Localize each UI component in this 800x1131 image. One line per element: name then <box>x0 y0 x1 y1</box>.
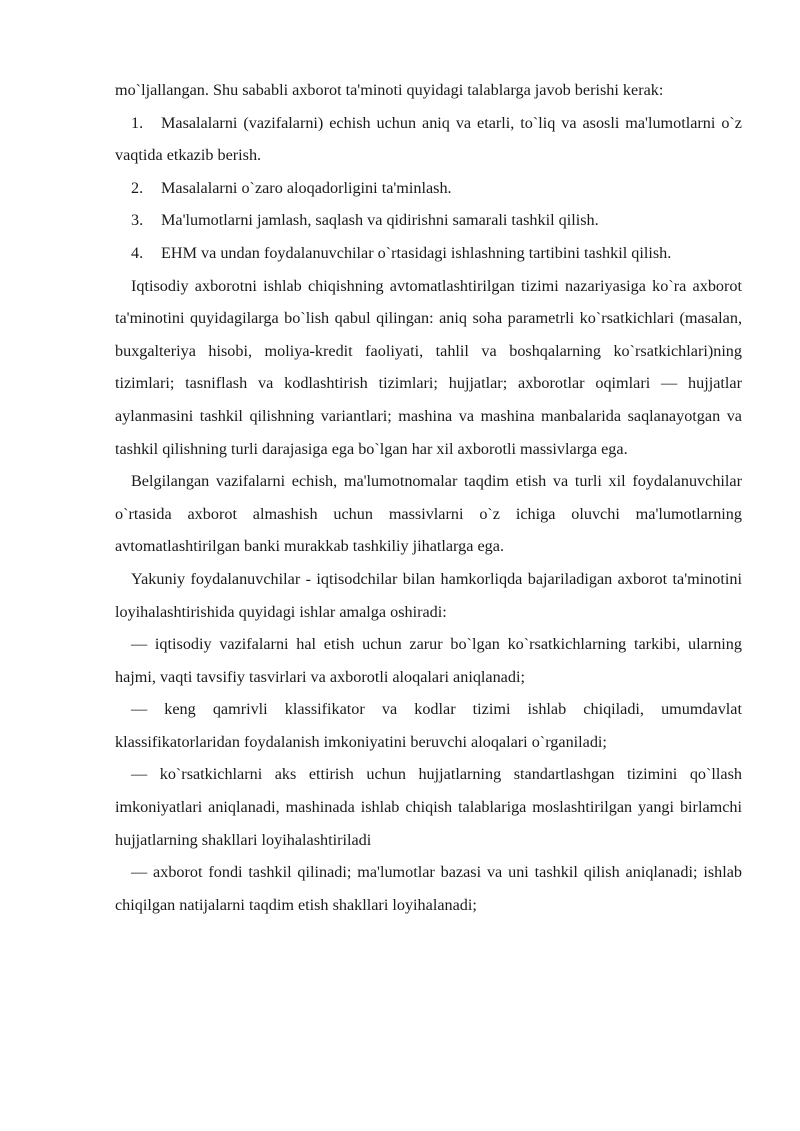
dash-item-text: — ko`rsatkichlarni aks ettirish uchun hujjatlarning standartlashgan tizimini qo`llash imkoniyatlari aniqlanadi, mashinada ishlab chiqish talablariga moslashtirilgan yangi birlamchi hujjatlarning shakllari loyihalashtiriladi <box>115 765 742 849</box>
item-number: 3. <box>131 211 144 230</box>
paragraph-text: Iqtisodiy axborotni ishlab chiqishning avtomatlashtirilgan tizimi nazariyasiga ko`ra axborot ta'minotini quyidagilarga bo`lish qabul qilingan: aniq soha parametrli ko`rsatkichlari (masalan, buxgalteriya hisobi, moliya-kredit faoliyati, tahlil va boshqalarning ko`rsatkichlari)ning tizimlari; tasniflash va kodlashtirish tizimlari; hujjatlar; axborotlar oqimlari — hujjatlar aylanmasini tashkil qilishning variantlari; mashina va mashina manbalarida saqlanayotgan va tashkil qilishning turli darajasiga ega bo`lgan har xil axborotli massivlarga ega. <box>115 276 742 458</box>
paragraph-theory <box>115 270 742 466</box>
requirement-item-1 <box>115 107 742 172</box>
dash-item-text: — keng qamrivli klassifikator va kodlar tizimi ishlab chiqiladi, umumdavlat klassifikatorlaridan foydalanish imkoniyatini beruvchi aloqalari o`rganiladi; <box>115 700 742 751</box>
dash-item-2 <box>115 693 742 758</box>
item-number: 2. <box>131 178 144 197</box>
paragraph-continuation <box>115 74 742 107</box>
paragraph-end-users <box>115 563 742 628</box>
item-number: 1. <box>131 113 144 132</box>
dash-item-4 <box>115 856 742 921</box>
item-text: EHM va undan foydalanuvchilar o`rtasidagi ishlashning tartibini tashkil qilish. <box>161 243 672 262</box>
requirement-item-2 <box>115 172 742 205</box>
dash-item-text: — iqtisodiy vazifalarni hal etish uchun zarur bo`lgan ko`rsatkichlarning tarkibi, ularning hajmi, vaqti tavsifiy tasvirlari va axborotli aloqalari aniqlanadi; <box>115 635 742 686</box>
paragraph-data-bank <box>115 465 742 563</box>
dash-item-3 <box>115 758 742 856</box>
paragraph-text: Yakuniy foydalanuvchilar - iqtisodchilar bilan hamkorliqda bajariladigan axborot ta'minotini loyihalashtirishida quyidagi ishlar amalga oshiradi: <box>115 569 742 621</box>
requirement-item-3 <box>115 204 742 237</box>
dash-item-text: — axborot fondi tashkil qilinadi; ma'lumotlar bazasi va uni tashkil qilish aniqlanadi; ishlab chiqilgan natijalarni taqdim etish shakllari loyihalanadi; <box>115 863 742 914</box>
item-text: Masalalarni (vazifalarni) echish uchun aniq va etarli, to`liq va asosli ma'lumotlarni o`z vaqtida etkazib berish. <box>115 113 742 165</box>
item-text: Ma'lumotlarni jamlash, saqlash va qidirishni samarali tashkil qilish. <box>161 211 599 230</box>
paragraph-text: mo`ljallangan. Shu sababli axborot ta'minoti quyidagi talablarga javob berishi kerak: <box>115 81 664 99</box>
paragraph-text: Belgilangan vazifalarni echish, ma'lumotnomalar taqdim etish va turli xil foydalanuvchilar o`rtasida axborot almashish uchun massivlarni o`z ichiga oluvchi ma'lumotlarning avtomatlashtirilgan banki murakkab tashkiliy jihatlarga ega. <box>115 472 742 556</box>
item-number: 4. <box>131 243 144 262</box>
requirement-item-4 <box>115 237 742 270</box>
item-text: Masalalarni o`zaro aloqadorligini ta'minlash. <box>161 178 452 197</box>
dash-item-1 <box>115 628 742 693</box>
document-page <box>115 74 742 921</box>
